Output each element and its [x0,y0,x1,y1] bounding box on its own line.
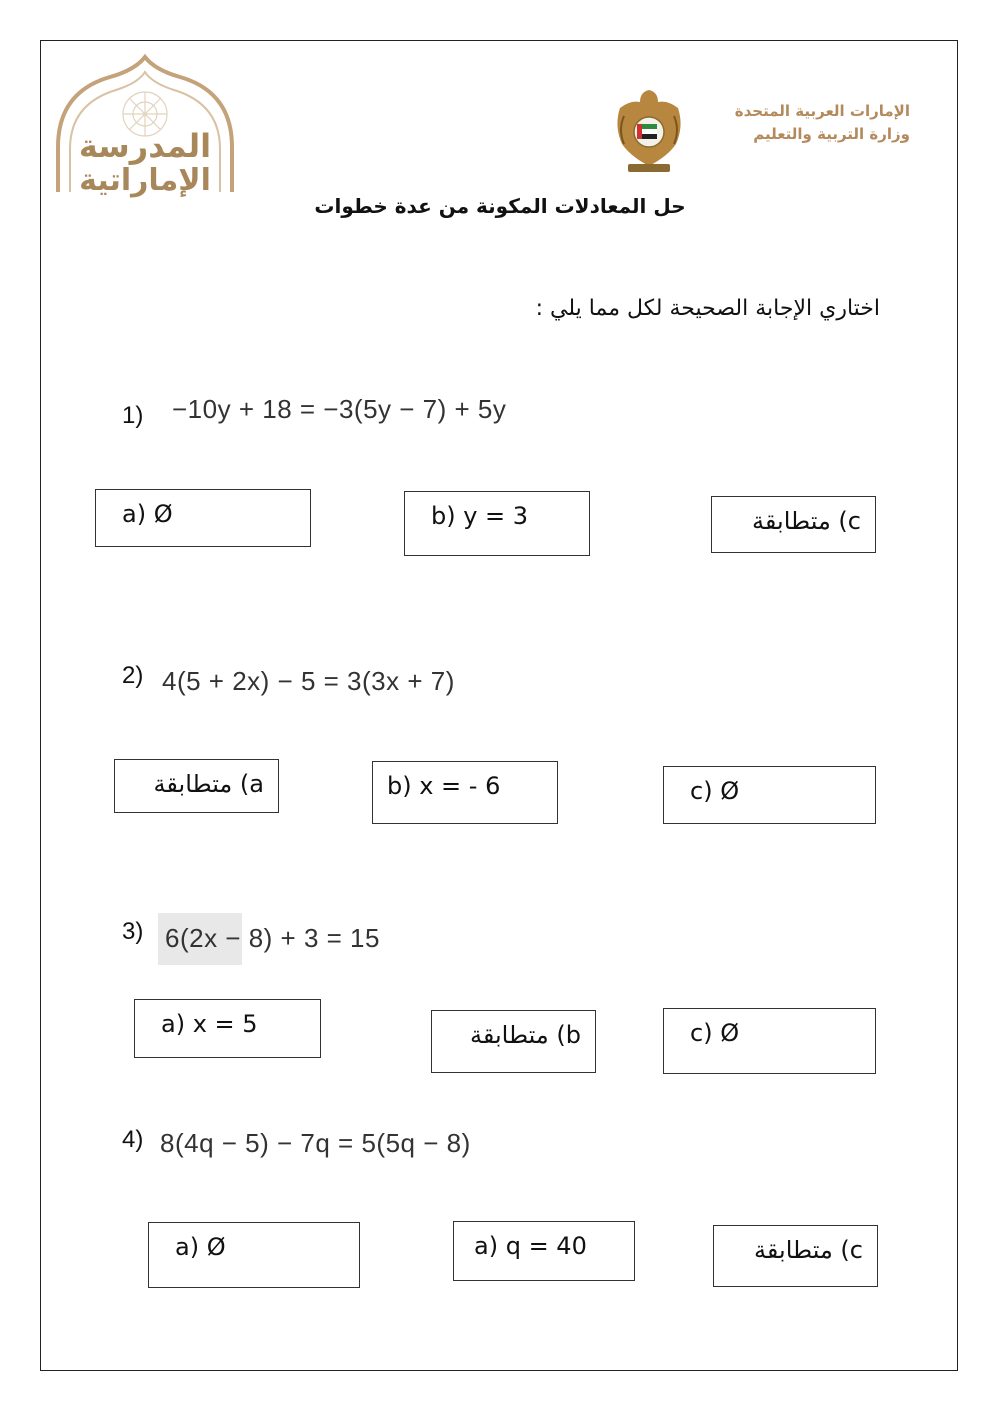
question-3-choice-b[interactable] [431,1010,596,1073]
question-4-choice-c[interactable] [713,1225,878,1287]
choice-label: b) x = - 6 [387,772,501,800]
instruction-text: اختاري الإجابة الصحيحة لكل مما يلي : [535,296,880,321]
question-2-choice-a[interactable] [114,759,279,813]
choice-label: c) متطابقة [754,1236,863,1264]
question-2-number: 2) [122,662,144,689]
ministry-line2: وزارة التربية والتعليم [753,125,910,143]
choice-label: c) Ø [690,1019,740,1047]
choice-label: a) متطابقة [153,770,264,798]
question-3-choice-c[interactable] [663,1008,876,1074]
choice-label: a) Ø [175,1233,226,1261]
question-2-equation: 4(5 + 2x) − 5 = 3(3x + 7) [162,666,455,696]
question-4-equation: 8(4q − 5) − 7q = 5(5q − 8) [160,1128,471,1158]
question-1-number: 1) [122,402,144,429]
question-4-choice-b[interactable] [453,1221,635,1281]
choice-label: a) q = 40 [474,1232,587,1260]
question-4-choice-a[interactable] [148,1222,360,1288]
school-logo-line2: الإماراتية [79,163,211,198]
question-4-number: 4) [122,1126,144,1153]
question-1-choice-b[interactable] [404,491,590,556]
uae-emblem [610,86,688,174]
ministry-line1: الإمارات العربية المتحدة [734,102,910,120]
question-1-equation: −10y + 18 = −3(5y − 7) + 5y [172,394,507,424]
falcon-emblem-icon [610,86,688,174]
choice-label: c) Ø [690,777,740,805]
school-logo-line1: المدرسة [78,127,212,165]
choice-label: a) x = 5 [161,1010,258,1038]
page-title: حل المعادلات المكونة من عدة خطوات [314,194,686,218]
question-3-number: 3) [122,918,144,945]
choice-label: c) متطابقة [752,507,861,535]
page-frame [40,40,958,1371]
question-2-choice-b[interactable] [372,761,558,824]
question-1-choice-c[interactable] [711,496,876,553]
choice-label: a) Ø [122,500,173,528]
choice-label: b) متطابقة [469,1021,581,1049]
question-2-choice-c[interactable] [663,766,876,824]
choice-label: b) y = 3 [431,502,529,530]
question-1-choice-a[interactable] [95,489,311,547]
question-3-equation: 6(2x − 8) + 3 = 15 [165,923,380,953]
ministry-name [695,100,910,146]
question-3-choice-a[interactable] [134,999,321,1058]
school-logo [50,52,240,202]
